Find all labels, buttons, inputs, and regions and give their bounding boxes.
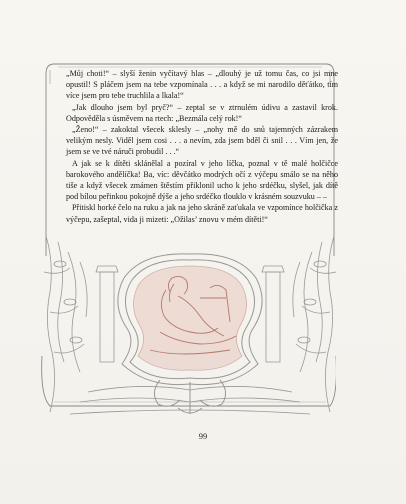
paragraph-2: „Jak dlouho jsem byl pryč?“ – zeptal se v ztrnulém údivu a zastavil krok. Odpověděla s úsměvem na rtech: „Bezmála celý rok!“ <box>66 102 338 123</box>
page-number: 99 <box>198 431 208 441</box>
paragraph-4: A jak se k dítěti sklánělal a pozíral v jeho líčka, poznal v tě malé holčičce barokového andělíčka! Ba, víc: děvčátko modrých očí z výčepu smálo se na něho tiše a když všecek zmámen štěstím přiklonil ucho k jeho srdéčku, slyšel, jak dítě pod bílou peřinkou pokojně dýše a jeho srdéčko tlouklo v krásném souzvuku – – <box>66 158 338 202</box>
paragraph-5: Přitiskl horké čelo na ruku a jak na jeho skráně zaťukala ve vzpomínce holčička z výčepu, zašeptal, vida ji mizeti: „Ožilas’ znovu v mém dítěti!“ <box>66 203 338 224</box>
paragraph-3: „Ženo!“ – zakoktal všecek sklesly – „nohy mě do snů tajemných zázrakem velikým nesly. Viděl jsem cosi . . . a nevím, zda jsem bděl či snil . . . Vím jen, že jsem se ve tvé náruči probudil . . .“ <box>66 125 338 157</box>
art-nouveau-illustration <box>40 232 340 422</box>
illustration-drawing <box>40 232 340 422</box>
story-text <box>66 68 338 225</box>
paragraph-1: „Můj choti!“ – slyší ženin vyčítavý hlas – „dlouhý je už tomu čas, co jsi mne opustil! S pláčem jsem na tebe vzpomínala . . . a když se mi narodilo děťátko, tím více jsem pro tebe truchlila a lkala!“ <box>66 69 338 101</box>
